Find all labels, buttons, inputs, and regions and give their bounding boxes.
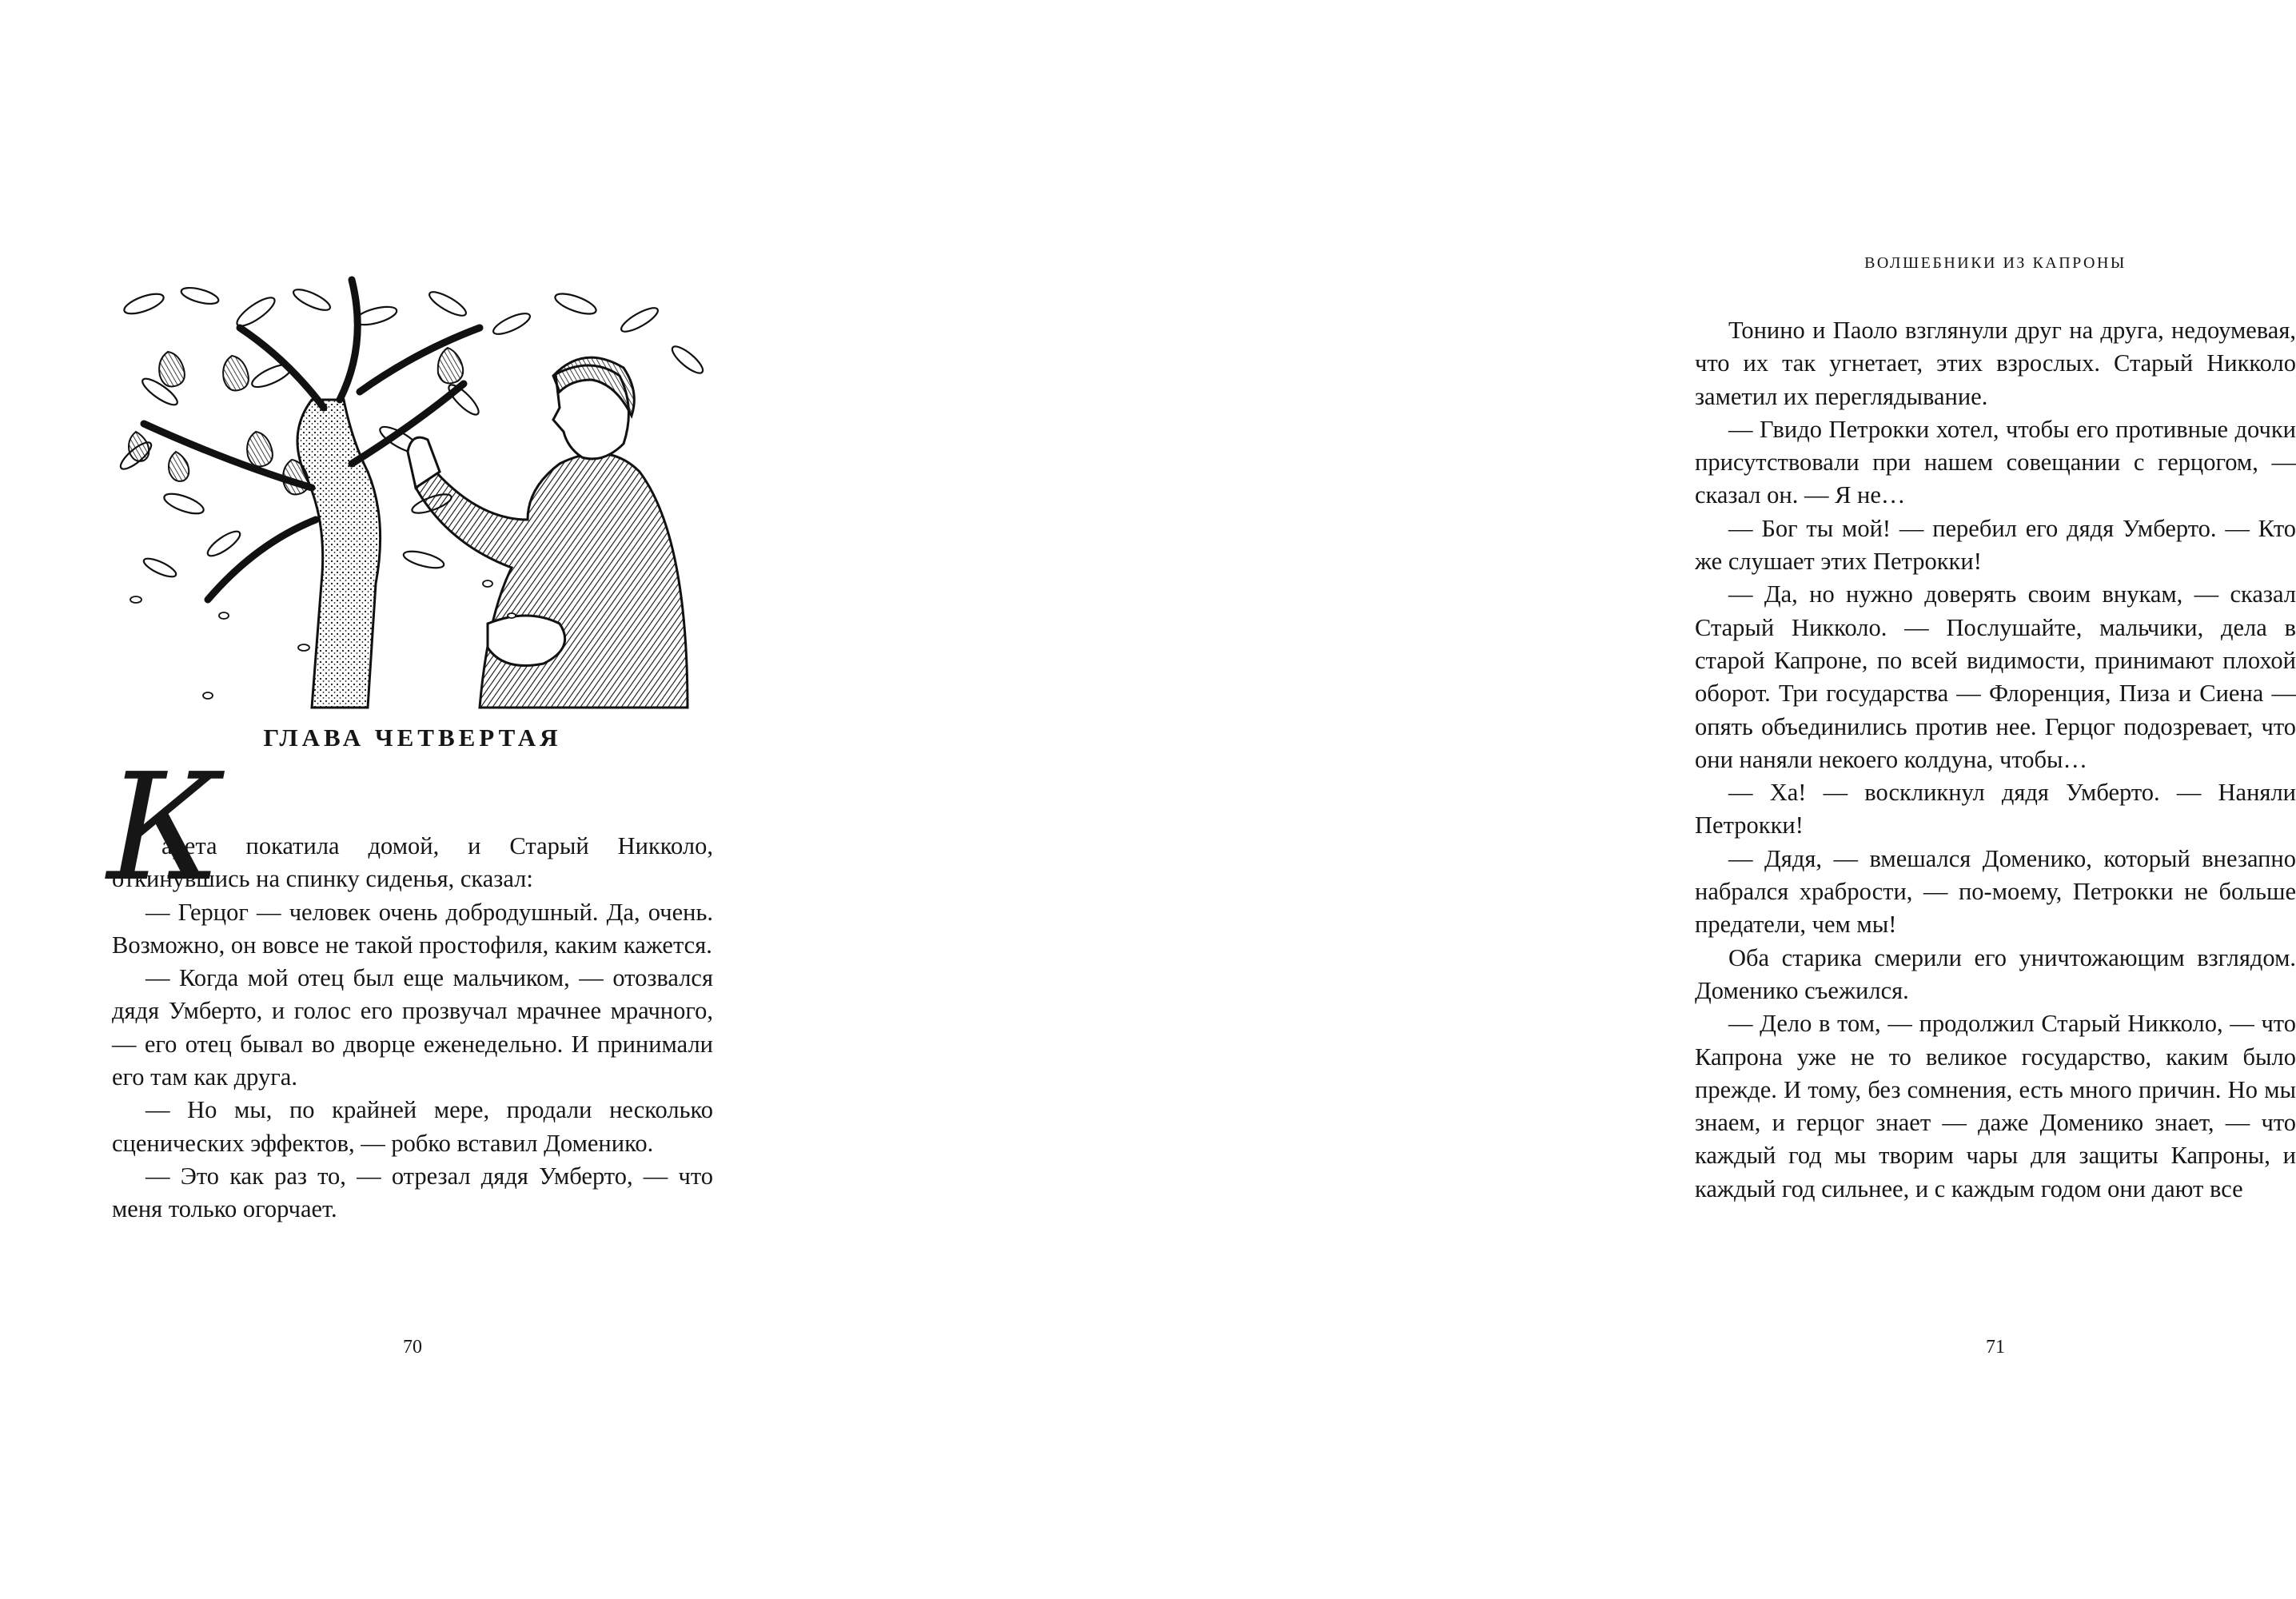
paragraph: — Герцог — человек очень добродушный. Да, очень. Возможно, он вовсе не такой простофиля, каким кажется. [112, 898, 713, 959]
page-number: 70 [403, 1337, 422, 1358]
chapter-title: ГЛАВА ЧЕТВЕРТАЯ [263, 724, 562, 752]
drop-cap: К [107, 741, 222, 914]
paragraph: — Это как раз то, — отрезал дядя Умберто, — что меня только огорчает. [112, 1162, 713, 1223]
paragraph: — Но мы, по крайней мере, продали несколько сценических эффектов, — робко вставил Доменико. [112, 1096, 713, 1157]
paragraph: Тонино и Паоло взглянули друг на друга, недоумевая, что их так угнетает, этих взрослых. Старый Никколо заметил их переглядывание. [1695, 317, 2296, 410]
paragraph: — Бог ты мой! — перебил его дядя Умберто. — Кто же слушает этих Петрокки! [1695, 514, 2296, 576]
paragraph: — Когда мой отец был еще мальчиком, — отозвался дядя Умберто, и голос его прозвучал мрачнее мрачного, — его отец бывал во дворце еженедельно. И принимали его там как друга. [112, 964, 713, 1091]
paragraph: — Да, но нужно доверять своим внукам, — сказал Старый Никколо. — Послушайте, мальчики, дела в старой Капроне, по всей видимости, принимают плохой оборот. Три государства — Флоренция, Пиза и Сиена — опять объединились против нее. Герцог подозревает, что они наняли некоего колдуна, чтобы… [1695, 580, 2296, 773]
pear-tree-engraving [112, 280, 713, 708]
running-head: ВОЛШЕБНИКИ ИЗ КАПРОНЫ [1864, 254, 2127, 272]
left-page-text [107, 741, 713, 1226]
page-number: 71 [1986, 1337, 2005, 1358]
paragraph: — Ха! — воскликнул дядя Умберто. — Наняли Петрокки! [1695, 779, 2296, 839]
left-page [0, 0, 799, 1599]
chapter-illustration [112, 280, 713, 708]
paragraph: Оба старика смерили его уничтожающим взглядом. Доменико съежился. [1695, 943, 2296, 1004]
opening-paragraph [107, 741, 713, 914]
paragraph: — Гвидо Петрокки хотел, чтобы его противные дочки присутствовали при нашем совещании с герцогом, — сказал он. — Я не… [1695, 415, 2296, 509]
right-page [799, 0, 2296, 1599]
opening-paragraph-text: арета покатила домой, и Старый Никколо, откинувшись на спинку сиденья, сказал: [112, 832, 713, 893]
paragraph: — Дядя, — вмешался Доменико, который внезапно набрался храбрости, — по-моему, Петрокки не больше предатели, чем мы! [1695, 844, 2296, 939]
paragraph: — Дело в том, — продолжил Старый Никколо, — что Капрона уже не то великое государство, каким было прежде. И тому, без сомнения, есть много причин. Но мы знаем, и герцог знает — даже Доменико знает, — что каждый год мы творим чары для защиты Капроны, и каждый год сильнее, и с каждым годом они дают все [1695, 1010, 2296, 1202]
right-page-text [1695, 314, 2296, 1206]
